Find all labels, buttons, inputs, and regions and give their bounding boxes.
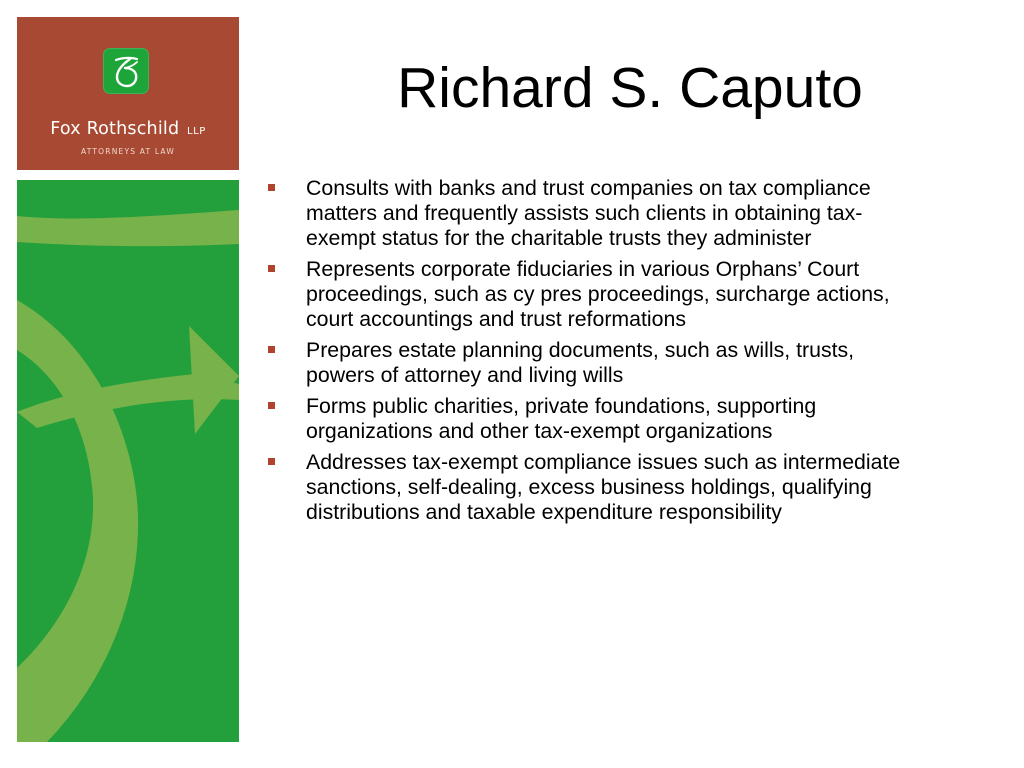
firm-name-text: Fox Rothschild	[50, 119, 180, 139]
square-bullet-icon	[268, 402, 275, 409]
bullet-text: Represents corporate fiduciaries in various Orphans’ Court proceedings, such as cy pres proceedings, surcharge actions, court accountings and trust reformations	[306, 257, 890, 331]
square-bullet-icon	[268, 458, 275, 465]
bullet-list	[268, 176, 908, 531]
firm-logo-panel	[17, 17, 239, 170]
bullet-text: Prepares estate planning documents, such as wills, trusts, powers of attorney and living wills	[306, 338, 855, 387]
firm-suffix: LLP	[187, 126, 206, 137]
bullet-text: Forms public charities, private foundations, supporting organizations and other tax-exempt organizations	[306, 394, 817, 443]
bullet-item	[268, 257, 908, 332]
slide-title: Richard S. Caputo	[397, 56, 863, 120]
bullet-item	[268, 176, 908, 251]
bullet-item	[268, 338, 908, 388]
bullet-text: Addresses tax-exempt compliance issues such as intermediate sanctions, self-dealing, excess business holdings, qualifying distributions and taxable expenditure responsibility	[306, 450, 901, 524]
firm-tagline: ATTORNEYS AT LAW	[81, 147, 175, 156]
firm-name	[17, 119, 239, 139]
decorative-green-panel	[17, 180, 239, 742]
square-bullet-icon	[268, 184, 275, 191]
square-bullet-icon	[268, 265, 275, 272]
swoosh-arrow-graphic	[17, 180, 239, 742]
square-bullet-icon	[268, 346, 275, 353]
delta-script-icon	[103, 48, 149, 94]
bullet-text: Consults with banks and trust companies on tax compliance matters and frequently assists such clients in obtaining tax-exempt status for the charitable trusts they administer	[306, 176, 871, 250]
bullet-item	[268, 450, 908, 525]
bullet-item	[268, 394, 908, 444]
